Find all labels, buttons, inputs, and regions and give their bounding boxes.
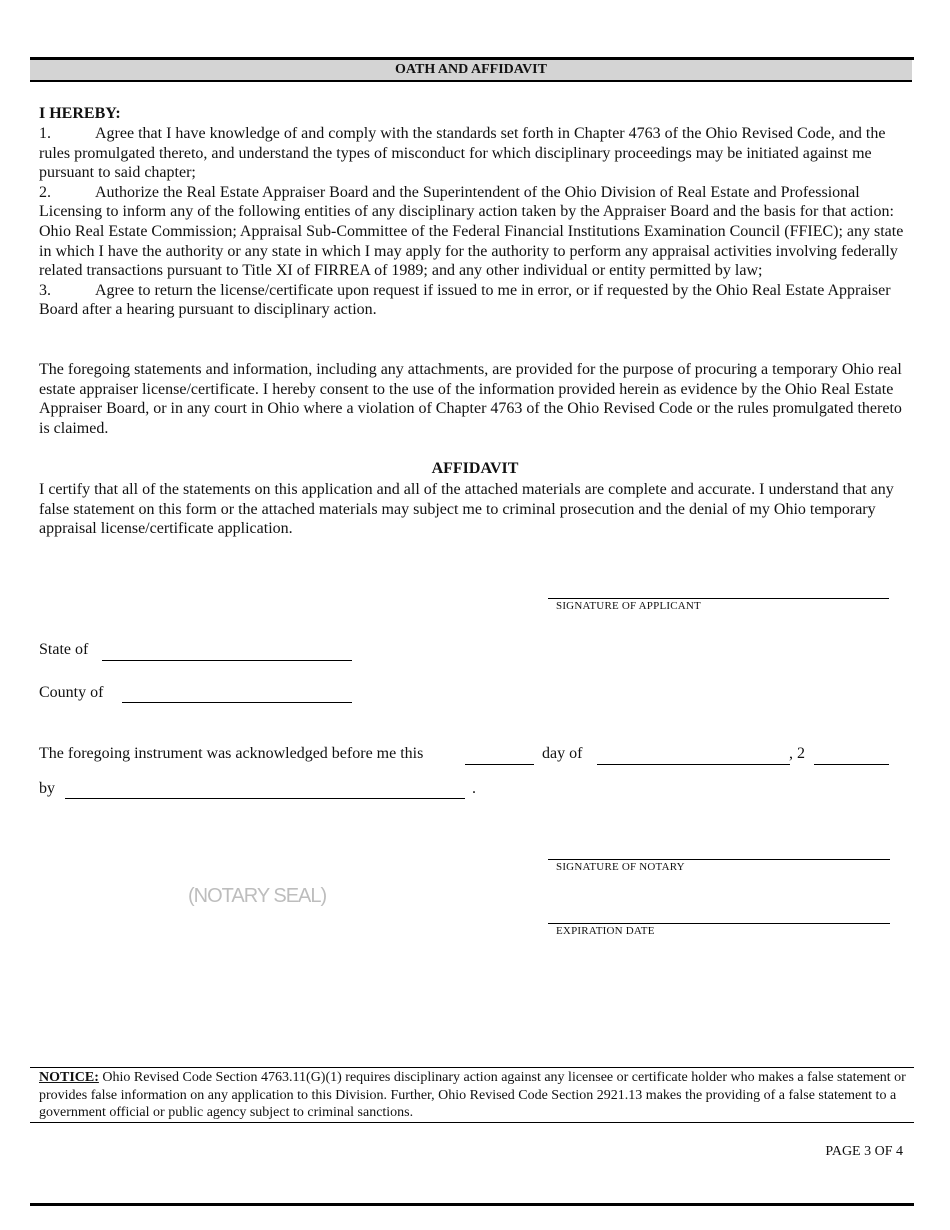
- year-field[interactable]: [814, 764, 889, 765]
- section-header: OATH AND AFFIDAVIT: [30, 60, 912, 82]
- county-field[interactable]: [122, 702, 352, 703]
- item-text: Agree that I have knowledge of and comply with the standards set forth in Chapter 4763 of the Ohio Revised Code, and the rules promulgated thereto, and understand the types of misconduct for which disciplinary proceedings may be initiated against me pursuant to said chapter;: [39, 125, 886, 182]
- state-label: State of: [39, 641, 89, 658]
- hereby-item-3: [39, 281, 911, 320]
- expiration-date-label: EXPIRATION DATE: [556, 925, 655, 937]
- notary-seal-text: (NOTARY SEAL): [188, 885, 327, 907]
- hereby-item-2: [39, 183, 911, 281]
- by-end-period: .: [472, 780, 476, 797]
- notary-seal-placeholder: [188, 876, 326, 910]
- page-number: PAGE 3 OF 4: [825, 1144, 903, 1159]
- item-text: Agree to return the license/certificate upon request if issued to me in error, or if requested by the Ohio Real Estate Appraiser Board after a hearing pursuant to disciplinary action.: [39, 281, 891, 319]
- item-number: 2.: [39, 183, 51, 201]
- county-label: County of: [39, 684, 104, 701]
- by-label: by: [39, 780, 55, 797]
- day-of-label: day of: [542, 745, 583, 762]
- day-field[interactable]: [465, 764, 534, 765]
- expiration-date-line[interactable]: [548, 923, 890, 924]
- item-number: 3.: [39, 281, 51, 299]
- notice-label: NOTICE:: [39, 1070, 99, 1085]
- applicant-signature-line[interactable]: [548, 598, 889, 599]
- state-field[interactable]: [102, 660, 352, 661]
- hereby-list: [39, 124, 911, 320]
- bottom-rule: [30, 1203, 914, 1206]
- hereby-item-1: [39, 124, 911, 183]
- notice: [39, 1069, 911, 1122]
- item-text: Authorize the Real Estate Appraiser Board and the Superintendent of the Ohio Division of Real Estate and Professional Licensing to inform any of the following entities of any disciplinary action taken by the Appraiser Board and the basis for that action: Ohio Real Estate Commission; Appraisal Sub-Committee of the Federal Financial Institutions Examination Council (FFIEC); any state in which I have the authority or any state in which I may apply for the authority to perform any appraisal activities involving federally related transactions pursuant to Title XI of FIRREA of 1989; and any other individual or entity permitted by law;: [39, 183, 904, 280]
- month-field[interactable]: [597, 764, 790, 765]
- acknowledged-label: The foregoing instrument was acknowledged before me this: [39, 745, 424, 762]
- notice-text: Ohio Revised Code Section 4763.11(G)(1) requires disciplinary action against any licensee or certificate holder who makes a false statement or provides false information on any application to this Division. Further, Ohio Revised Code Section 2921.13 makes the providing of a false statement to a government official or public agency subject to criminal sanctions.: [39, 1070, 906, 1120]
- hereby-heading: I HEREBY:: [39, 105, 121, 122]
- affidavit-title: AFFIDAVIT: [431, 460, 519, 477]
- year-prefix: , 2: [789, 745, 805, 762]
- applicant-signature-label: SIGNATURE OF APPLICANT: [556, 600, 701, 612]
- notary-signature-label: SIGNATURE OF NOTARY: [556, 861, 685, 873]
- notary-signature-line[interactable]: [548, 859, 890, 860]
- consent-statement: The foregoing statements and information, including any attachments, are provided for the purpose of procuring a temporary Ohio real estate appraiser license/certificate. I hereby consent to the use of the information provided herein as evidence by the Ohio Real Estate Appraiser Board, or in any court in Ohio where a violation of Chapter 4763 of the Ohio Revised Code or the rules promulgated thereto is claimed.: [39, 361, 902, 437]
- item-number: 1.: [39, 125, 51, 142]
- by-name-field[interactable]: [65, 798, 465, 799]
- affidavit-text: I certify that all of the statements on this application and all of the attached materials are complete and accurate. I understand that any false statement on this form or the attached materials may subject me to criminal prosecution and the denial of my Ohio temporary appraisal license/certificate application.: [39, 481, 894, 538]
